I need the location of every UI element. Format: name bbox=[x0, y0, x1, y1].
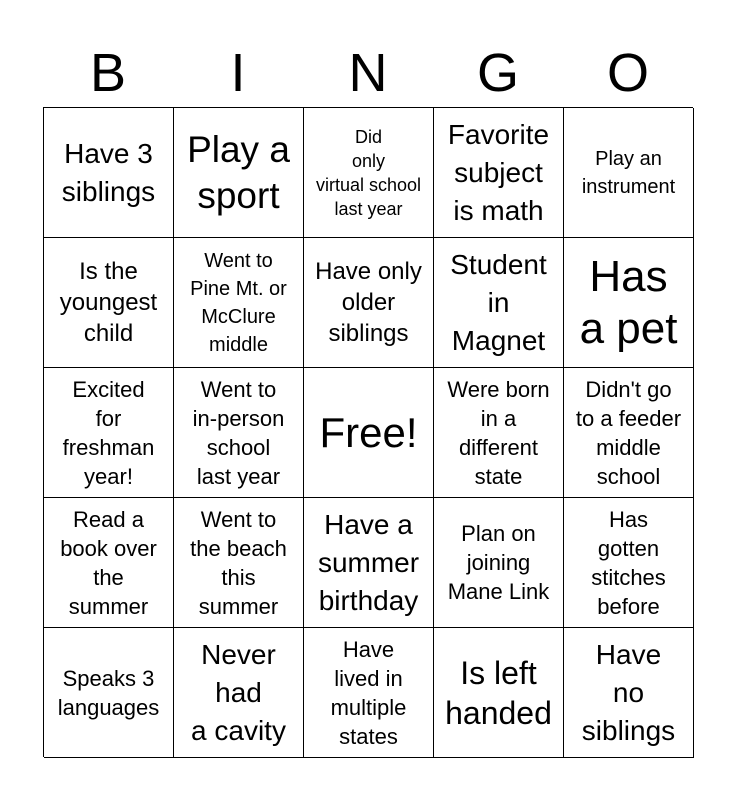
bingo-square[interactable] bbox=[304, 108, 434, 238]
bingo-square-text: Plan on joining Mane Link bbox=[447, 521, 550, 604]
bingo-header bbox=[43, 40, 693, 106]
bingo-square[interactable] bbox=[564, 238, 694, 368]
bingo-square[interactable] bbox=[434, 238, 564, 368]
header-letter-o: O bbox=[606, 43, 649, 103]
bingo-square[interactable] bbox=[174, 498, 304, 628]
bingo-square-text: Have a summer birthday bbox=[317, 508, 420, 616]
bingo-square[interactable] bbox=[434, 498, 564, 628]
bingo-square-text: Have no siblings bbox=[581, 638, 676, 746]
bingo-square[interactable] bbox=[304, 628, 434, 758]
bingo-square-text: Never had a cavity bbox=[191, 638, 286, 746]
bingo-square[interactable] bbox=[44, 368, 174, 498]
bingo-square-text: Excited for freshman year! bbox=[62, 376, 155, 489]
header-letter-b: B bbox=[89, 43, 127, 103]
bingo-square-text: Has gotten stitches before bbox=[591, 506, 666, 619]
bingo-square-text: Have only older siblings bbox=[315, 258, 422, 347]
bingo-square[interactable] bbox=[44, 628, 174, 758]
bingo-square-text: Favorite subject is math bbox=[447, 118, 550, 226]
bingo-square-text: Have lived in multiple states bbox=[330, 636, 407, 749]
bingo-square[interactable] bbox=[44, 498, 174, 628]
bingo-square-text: Went to Pine Mt. or McClure middle bbox=[190, 249, 287, 356]
bingo-square[interactable] bbox=[564, 368, 694, 498]
bingo-square-text: Play a sport bbox=[187, 128, 290, 216]
bingo-square[interactable] bbox=[304, 498, 434, 628]
bingo-square[interactable] bbox=[44, 108, 174, 238]
bingo-card-grid bbox=[43, 107, 693, 757]
bingo-square-text: Has a pet bbox=[579, 251, 678, 353]
bingo-square[interactable] bbox=[564, 498, 694, 628]
bingo-square-text: Were born in a different state bbox=[447, 376, 550, 489]
bingo-square[interactable] bbox=[564, 628, 694, 758]
bingo-square-text: Have 3 siblings bbox=[61, 137, 156, 207]
header-letter-i: I bbox=[230, 43, 246, 103]
bingo-square[interactable] bbox=[174, 108, 304, 238]
bingo-square-text: Is left handed bbox=[445, 654, 552, 731]
bingo-square[interactable] bbox=[174, 238, 304, 368]
bingo-square[interactable] bbox=[304, 238, 434, 368]
bingo-square[interactable] bbox=[44, 238, 174, 368]
bingo-square[interactable] bbox=[434, 368, 564, 498]
bingo-square-text: Is the youngest child bbox=[59, 258, 158, 347]
header-letter-g: G bbox=[476, 43, 519, 103]
bingo-square-text: Did only virtual school last year bbox=[315, 126, 422, 219]
bingo-square[interactable] bbox=[564, 108, 694, 238]
bingo-square-text: Speaks 3 languages bbox=[57, 665, 160, 720]
bingo-free-square[interactable] bbox=[304, 368, 434, 498]
bingo-square-text: Went to in-person school last year bbox=[192, 376, 285, 489]
header-letter-n: N bbox=[348, 43, 388, 103]
bingo-square-text: Student in Magnet bbox=[450, 248, 547, 356]
bingo-square[interactable] bbox=[434, 108, 564, 238]
bingo-square[interactable] bbox=[174, 368, 304, 498]
bingo-square-text: Went to the beach this summer bbox=[190, 506, 287, 619]
bingo-square-text: Play an instrument bbox=[581, 147, 676, 198]
bingo-square-text: Read a book over the summer bbox=[60, 506, 157, 619]
bingo-square-text: Free! bbox=[319, 408, 418, 456]
bingo-square[interactable] bbox=[174, 628, 304, 758]
bingo-square-text: Didn't go to a feeder middle school bbox=[575, 376, 682, 489]
bingo-square[interactable] bbox=[434, 628, 564, 758]
